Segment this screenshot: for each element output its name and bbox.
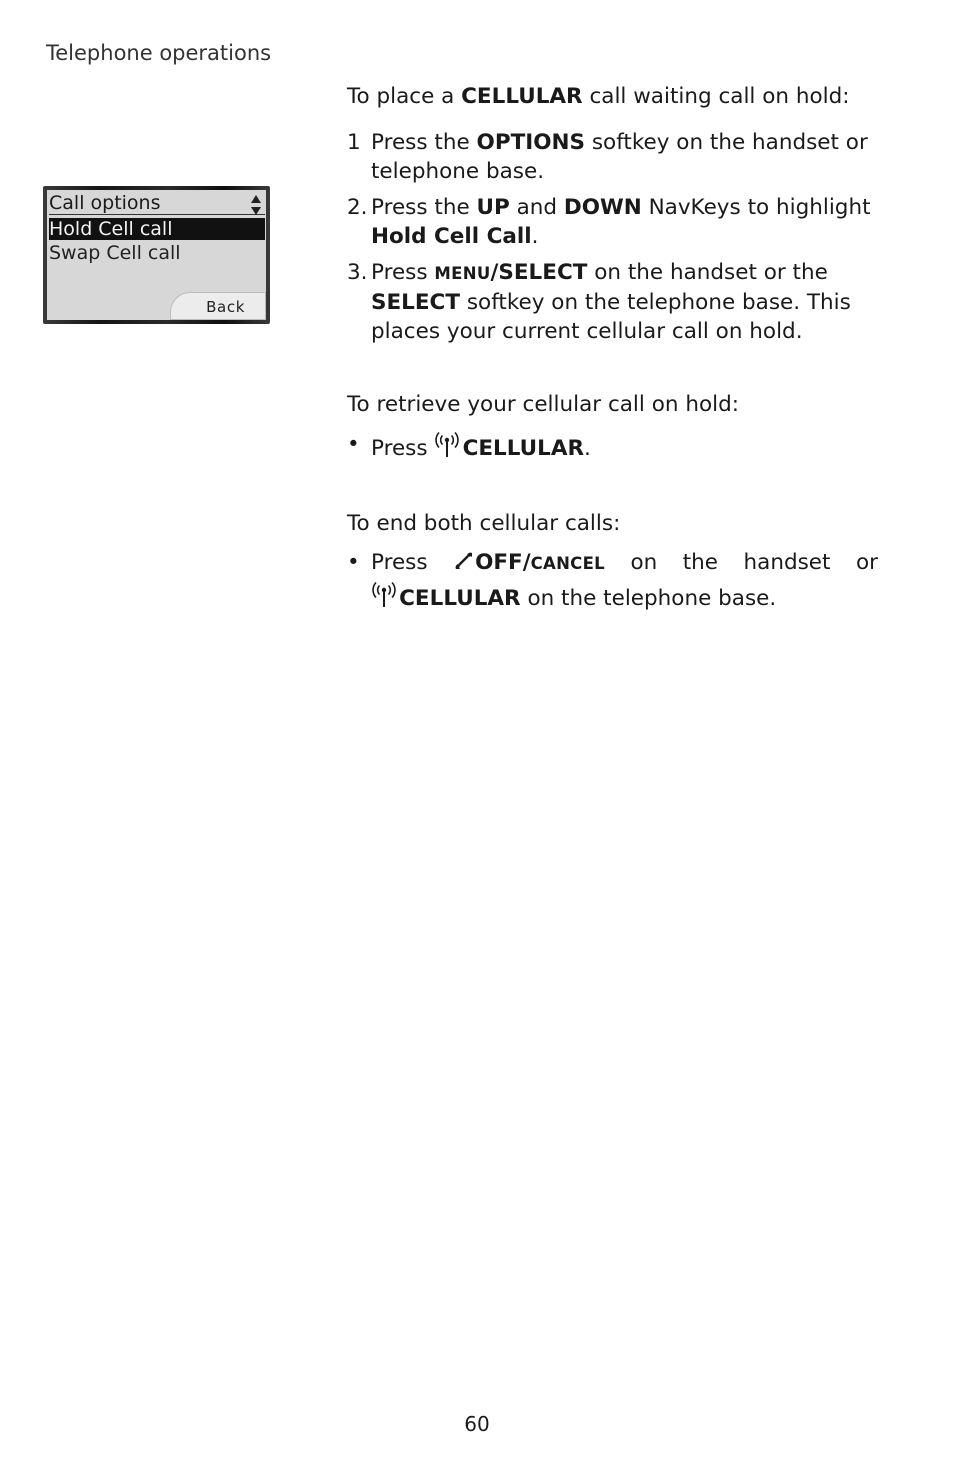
lcd-title-row [49,192,265,215]
retrieve-intro: To retrieve your cellular call on hold: [347,392,739,417]
step-1 [347,128,878,186]
hold-intro-text-2: call waiting call on hold: [582,84,850,109]
step-text-part: places your current cellular call on hold. [371,319,803,344]
lcd-menu-item-swap: Swap Cell call [49,242,181,264]
end-bullet-item [347,548,878,613]
bullet-line-1 [371,548,878,578]
hold-intro-text: To place a [347,84,462,109]
bullet: • [347,550,360,575]
step-2 [347,193,878,251]
cellular-key-label: CELLULAR [462,436,585,461]
down-key-label: DOWN [563,195,642,220]
lcd-screen [43,186,270,324]
bullet-text-part: the [682,550,719,575]
bullet-text [371,430,878,463]
cellular-antenna-icon [371,580,397,608]
bullet-text [371,548,878,613]
retrieve-bullet-item [347,430,878,463]
cellular-key-label: CELLULAR [461,84,583,109]
step-text-part: softkey on the telephone base. This [460,290,851,315]
step-number: 3. [347,260,368,285]
bullet: • [347,432,360,457]
step-text [371,258,878,346]
bullet-text-part: handset [743,550,831,575]
step-text-part: on the handset or the [587,260,828,285]
bullet-text-part: . [584,436,591,461]
lcd-title: Call options [49,192,161,214]
step-text-part: and [509,195,564,220]
step-number: 2. [347,195,368,220]
step-text-part: telephone base. [371,159,545,184]
lcd-menu-item-hold: Hold Cell call [49,218,265,240]
step-text-part: NavKeys to highlight [641,195,871,220]
bullet-text-part: Press [371,436,435,461]
section-title: Telephone operations [46,41,272,65]
step-text-part: Press [371,260,435,285]
bullet-text-part: or [855,550,878,575]
bullet-text-part: on [630,550,658,575]
step-text [371,193,878,251]
menu-key-label: MENU [434,264,491,283]
step-text-part: . [531,224,539,249]
page-number: 60 [464,1412,490,1436]
lcd-softkey-back: Back [170,292,266,320]
step-text-part: Press the [371,130,477,155]
lcd-display [47,190,266,320]
step-number: 1 [347,130,361,155]
off-cancel-key [453,548,605,578]
cancel-key-label: CANCEL [530,554,605,573]
select-key-label: /SELECT [490,260,588,285]
off-key-label: OFF/ [475,550,531,575]
hold-intro [347,82,850,111]
end-intro: To end both cellular calls: [347,511,621,536]
step-text [371,128,878,186]
step-text-part: softkey on the handset or [585,130,868,155]
step-text-part: Press the [371,195,477,220]
options-key-label: OPTIONS [476,130,586,155]
scroll-arrows-icon [249,194,263,216]
step-3 [347,258,878,346]
up-key-label: UP [476,195,510,220]
bullet-line-2 [371,580,878,613]
cellular-key-label: CELLULAR [399,586,521,611]
bullet-text-part: Press [371,550,428,575]
hold-cell-call-label: Hold Cell Call [371,224,532,249]
cellular-antenna-icon [434,430,460,458]
bullet-text-part: on the telephone base. [520,586,777,611]
select-softkey-label: SELECT [371,290,461,315]
phone-off-icon [453,550,475,572]
